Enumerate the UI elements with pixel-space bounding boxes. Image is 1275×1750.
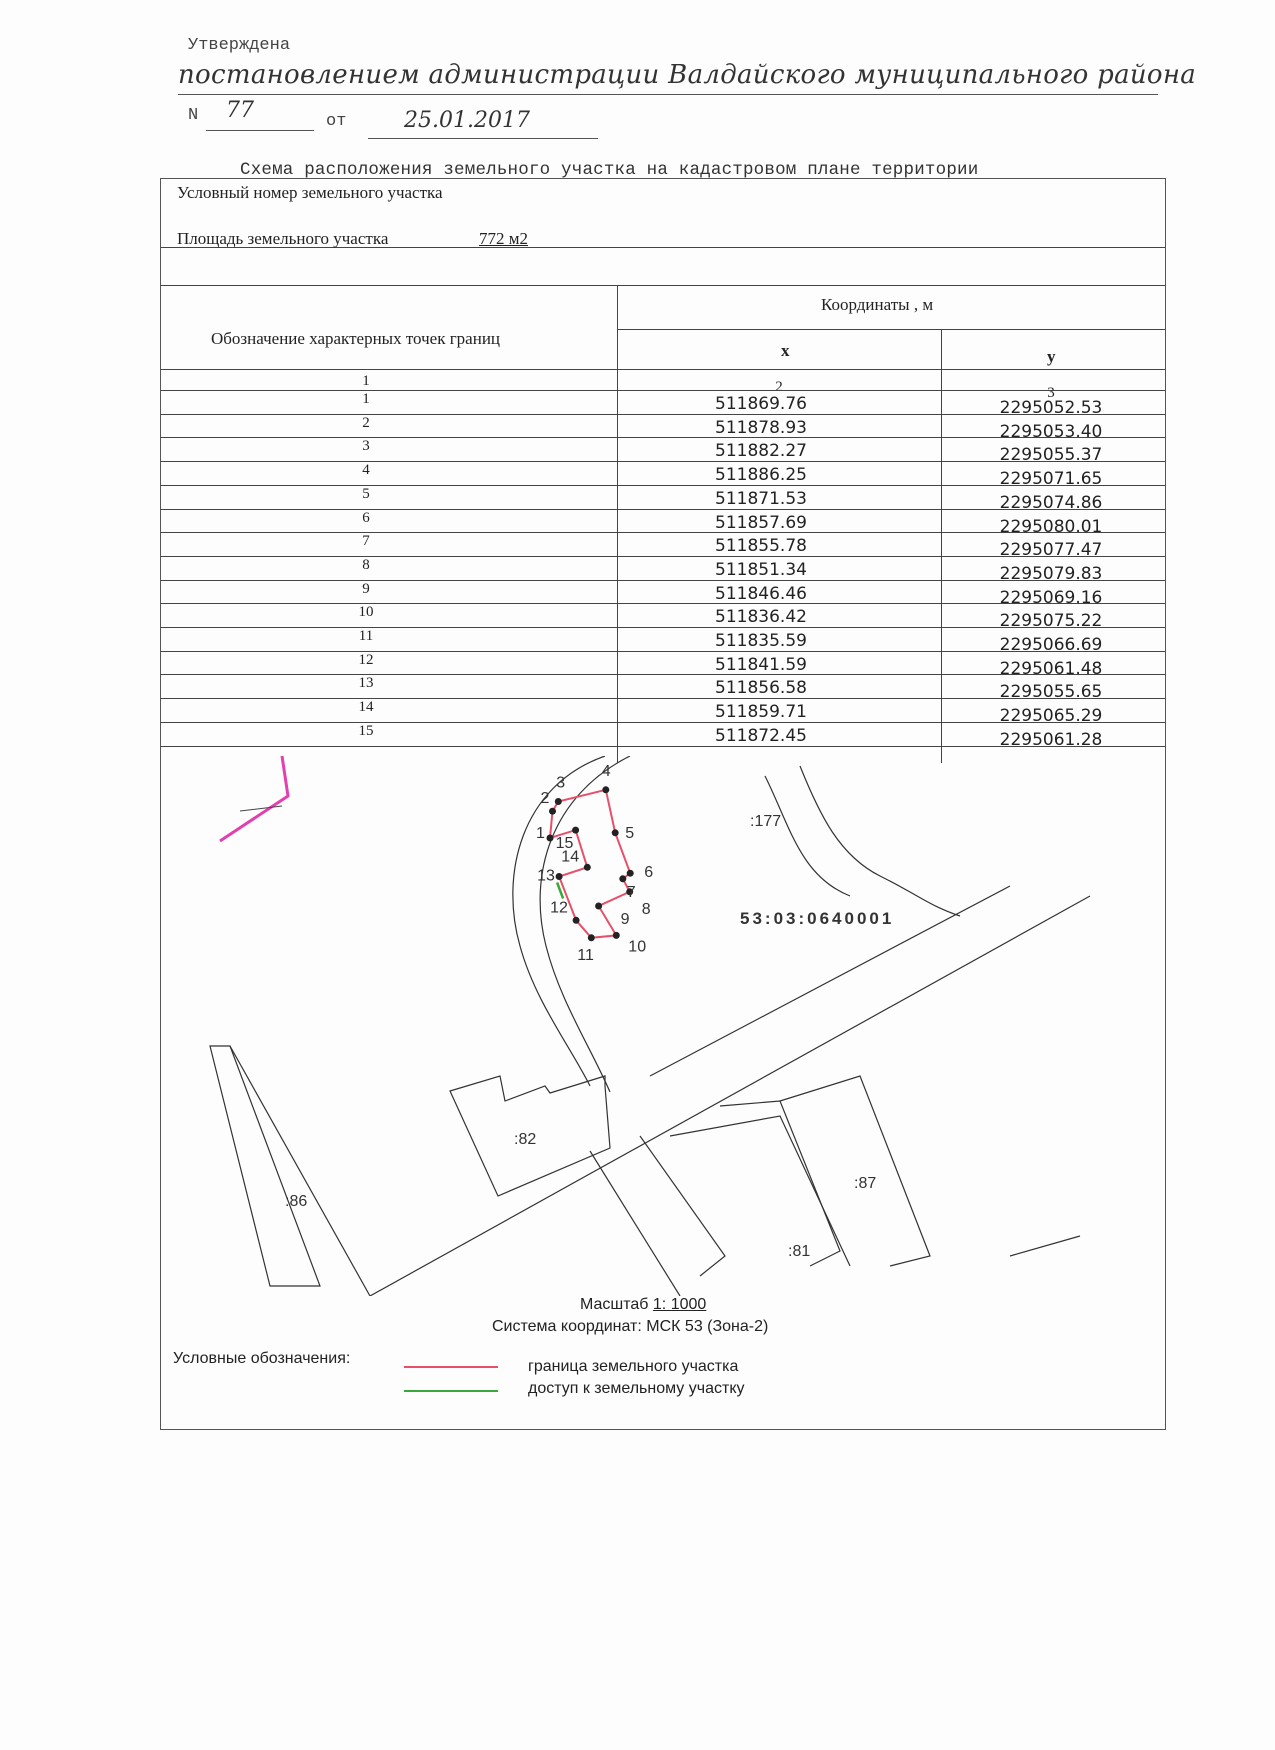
row-divider [161,603,1165,604]
point-number: 15 [358,722,374,739]
point-number: 2 [362,414,370,431]
point-number: 1 [362,391,370,407]
row-divider [161,461,1165,462]
x-coordinate: 511855.78 [715,536,807,557]
cadastral-map [160,756,1120,1296]
x-coordinate: 511869.76 [715,394,807,414]
row-divider [161,485,1165,486]
point-number: 7 [362,533,370,550]
neighbor-boundary-stub [240,806,282,811]
scale-prefix: Масштаб [580,1296,649,1313]
vertex-label: 5 [625,824,635,842]
x-coordinate: 511835.59 [715,631,807,651]
date-underline [368,138,598,139]
number-underline [206,130,314,131]
point-number: 5 [362,485,370,502]
vertex-point [584,864,591,871]
parcel-86-edge [230,1046,370,1296]
row-divider [161,651,1165,652]
y-coordinate: 2295071.65 [999,469,1103,490]
date-prefix: от [326,112,347,131]
y-coordinate: 2295080.01 [999,516,1103,537]
vertex-point [555,798,562,805]
x-coordinate: 511878.93 [715,417,807,438]
row-divider [161,556,1165,557]
y-coordinate: 2295061.48 [999,658,1103,679]
legend-border-swatch [404,1366,498,1368]
vertex-point [595,903,602,910]
row-divider [617,329,1165,330]
row-divider [161,509,1165,510]
col-number: 3 [1047,385,1055,401]
cadastral-quarter-label: 53:03:0640001 [740,909,895,928]
point-number: 8 [362,556,370,573]
row-divider [161,627,1165,628]
x-coordinate: 511882.27 [715,441,807,462]
row-divider [161,285,1165,286]
vertex-point [572,827,579,834]
point-number: 3 [362,438,370,455]
row-divider [161,532,1165,533]
y-coordinate: 2295055.65 [999,682,1103,703]
vertex-label: 8 [641,900,651,918]
legend-title: Условные обозначения: [173,1350,351,1367]
point-number: 4 [362,462,370,479]
approved-label: Утверждена [188,36,291,55]
parcel-177-inner [765,776,850,896]
point-number: 13 [358,675,374,692]
vertex-label: 9 [620,911,630,928]
base-lines [210,756,1090,1296]
x-coordinate: 511841.59 [715,654,807,675]
vertex-point [602,786,609,793]
conditional-number-label: Условный номер земельного участка [177,183,443,202]
legend-access-label: доступ к земельному участку [528,1380,745,1397]
decree-number: 77 [226,98,254,123]
point-number: 14 [358,699,374,716]
row-divider [161,369,1165,370]
vertex-point [627,870,634,877]
parcel-label-82: :82 [514,1131,537,1148]
row-divider [161,580,1165,581]
decree-date: 25.01.2017 [404,108,530,133]
neighbor-boundary [220,756,288,841]
parcel-87-edge-3 [780,1076,930,1266]
row-divider [161,390,1165,391]
col-number: 1 [362,373,370,389]
vertex-label: 6 [644,864,654,882]
y-coordinate: 2295069.16 [999,587,1103,608]
y-header: y [1047,347,1056,366]
vertex-label: 7 [626,883,636,901]
point-number: 12 [358,651,374,668]
y-coordinate: 2295061.28 [999,729,1103,750]
vertex-label: 12 [550,899,568,917]
vertex-point [588,934,595,941]
x-coordinate: 511859.71 [715,702,807,723]
col-divider [617,285,618,763]
scale-line [580,1296,706,1314]
point-number: 11 [358,628,374,644]
x-coordinate: 511856.58 [715,678,807,699]
decree-text: постановлением администрации Валдайского муниципального района [178,60,1197,90]
vertex-point [612,829,619,836]
parcel-87-edge-1 [670,1116,850,1266]
road-inner-edge [540,756,630,1092]
y-coordinate: 2295053.40 [999,421,1103,442]
x-coordinate: 511836.42 [715,607,807,628]
road-outer-edge [513,756,605,1086]
y-coordinate: 2295074.86 [999,492,1103,513]
vertex-point [549,808,556,815]
row-divider [161,746,1165,747]
parcel-81-edge-2 [640,1136,725,1276]
y-coordinate: 2295079.83 [999,563,1103,584]
vertex-label: 1 [536,825,545,842]
col-number: 2 [775,379,783,395]
vertex-label: 15 [555,835,574,853]
parcel-label-87: :87 [854,1175,877,1192]
point-number: 9 [362,580,370,597]
vertex-label: 3 [556,774,566,792]
y-coordinate: 2295075.22 [999,611,1103,632]
parcel-label-177: :177 [750,813,782,830]
x-coordinate: 511872.45 [715,725,807,746]
y-coordinate: 2295052.53 [999,398,1103,418]
vertex-label: 10 [628,938,647,956]
point-number: 10 [358,604,374,621]
x-coordinate: 511857.69 [715,512,807,533]
legend-access-swatch [404,1390,498,1392]
number-prefix: N [188,106,199,125]
map-stray-line [1010,1236,1080,1256]
area-value: 772 м2 [479,229,529,248]
vertex-point [573,917,580,924]
row-divider [161,414,1165,415]
vertex-point [547,835,554,842]
row-divider [161,437,1165,438]
vertex-label: 13 [537,867,555,885]
parcel-label-86: :86 [285,1193,308,1210]
row-divider [161,722,1165,723]
y-coordinate: 2295077.47 [999,540,1103,561]
point-number: 6 [362,509,370,526]
y-coordinate: 2295055.37 [999,445,1103,466]
area-label: Площадь земельного участка [177,229,389,248]
x-coordinate: 511886.25 [715,465,807,486]
row-divider [161,698,1165,699]
road-north-edge [370,896,1090,1296]
y-coordinate: 2295066.69 [999,635,1103,655]
scale-value: 1: 1000 [652,1296,707,1313]
vertex-point [556,873,563,880]
decree-underline [178,94,1158,95]
vertex-point [619,875,626,882]
x-coordinate: 511851.34 [715,559,807,580]
coords-header: Координаты , м [821,295,934,314]
vertex-label: 4 [601,762,611,780]
x-coordinate: 511871.53 [715,488,807,509]
row-divider [161,674,1165,675]
x-header: x [781,341,790,360]
vertex-label: 11 [577,946,594,964]
parcel-label-81: :81 [788,1243,811,1260]
vertex-label: 2 [540,790,550,808]
points-header: Обозначение характерных точек границ [211,329,501,348]
parcel-87-edge-2 [720,1101,840,1266]
parcel-177-edge [800,766,960,916]
vertex-point [613,932,620,939]
y-coordinate: 2295065.29 [999,706,1103,727]
vertex-label: 14 [561,848,580,866]
crs-line: Система координат: МСК 53 (Зона-2) [492,1318,769,1335]
scheme-title: Схема расположения земельного участка на кадастровом плане территории [240,160,979,180]
x-coordinate: 511846.46 [715,583,807,604]
legend-border-label: граница земельного участка [528,1358,739,1375]
parcel-86 [210,1046,320,1286]
